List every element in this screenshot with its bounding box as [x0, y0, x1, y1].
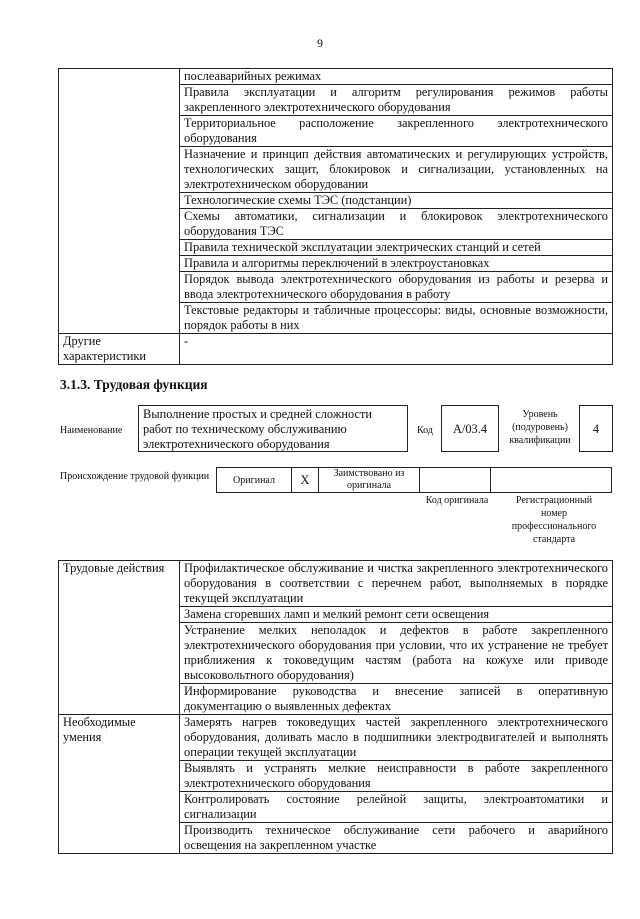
table-cell: Территориальное расположение закрепленного электротехнического оборудования: [180, 116, 613, 147]
table-cell: Замерять нагрев токоведущих частей закрепленного электротехнического оборудования, доливать масло в подшипники электродвигателей и выполнять операции текущей эксплуатации: [180, 715, 613, 761]
table-cell: Контролировать состояние релейной защиты, электроавтоматики и сигнализации: [180, 792, 613, 823]
table-label-cell: Трудовые действия: [59, 561, 180, 715]
naming-label: Наименование: [60, 425, 123, 436]
table-cell: Схемы автоматики, сигнализации и блокировок электротехнического оборудования ТЭС: [180, 209, 613, 240]
origin-label: Происхождение трудовой функции: [60, 471, 210, 482]
reg-number-cell: [491, 468, 612, 493]
table-label-cell: Необходимые умения: [59, 715, 180, 854]
table-cell: Правила эксплуатации и алгоритм регулирования режимов работы закрепленного электротехнического оборудования: [180, 85, 613, 116]
table-cell: Правила и алгоритмы переключений в электроустановках: [180, 256, 613, 272]
table-cell: Выявлять и устранять мелкие неисправности в работе закрепленного электротехнического оборудования: [180, 761, 613, 792]
table-cell: Назначение и принцип действия автоматических и регулирующих устройств, технологических защит, блокировок и сигнализации, установленных на электротехническом оборудовании: [180, 147, 613, 193]
table-cell: Профилактическое обслуживание и чистка закрепленного электротехнического оборудования в соответствии с перечнем работ, выполняемых в порядке текущей эксплуатации: [180, 561, 613, 607]
code-label: Код: [417, 425, 433, 436]
table-cell: Правила технической эксплуатации электрических станций и сетей: [180, 240, 613, 256]
borrowed-cell: Заимствовано из оригинала: [319, 468, 420, 493]
table-cell: Информирование руководства и внесение записей в оперативную документацию о выявленных дефектах: [180, 684, 613, 715]
original-mark: X: [292, 468, 319, 493]
code-value: А/03.4: [441, 405, 499, 452]
original-cell: Оригинал: [217, 468, 292, 493]
level-label: Уровень (подуровень) квалификации: [509, 409, 571, 446]
reg-number-label: Регистрационный номер профессионального стандарта: [511, 495, 597, 545]
knowledge-table: [58, 68, 613, 365]
section-title: 3.1.3. Трудовая функция: [60, 377, 208, 392]
level-value: 4: [579, 405, 613, 452]
actions-table: [58, 560, 613, 854]
table-cell: Технологические схемы ТЭС (подстанции): [180, 193, 613, 209]
table-cell: Порядок вывода электротехнического оборудования из работы и резерва и ввода электротехнического оборудования в работу: [180, 272, 613, 303]
table-cell: послеаварийных режимах: [180, 69, 613, 85]
table-cell: Текстовые редакторы и табличные процессоры: виды, основные возможности, порядок работы в них: [180, 303, 613, 334]
table-cell: -: [180, 334, 613, 365]
code-original-cell: [420, 468, 491, 493]
naming-value: Выполнение простых и средней сложности работ по техническому обслуживанию электротехнического оборудования: [138, 405, 408, 452]
code-original-label: Код оригинала: [425, 495, 489, 506]
table-cell: Устранение мелких неполадок и дефектов в работе закрепленного электротехнического оборудования при условии, что их устранение не требует приближения к токоведущим частям (работа на кожухе или приводе высоковольтного оборудования): [180, 623, 613, 684]
table-label-cell: Другие характеристики: [59, 334, 180, 365]
table-cell: Производить техническое обслуживание сети рабочего и аварийного освещения на закрепленном участке: [180, 823, 613, 854]
origin-table: [216, 467, 612, 493]
table-cell: Замена сгоревших ламп и мелкий ремонт сети освещения: [180, 607, 613, 623]
table-label-cell: [59, 69, 180, 334]
page-number: 9: [317, 36, 323, 50]
